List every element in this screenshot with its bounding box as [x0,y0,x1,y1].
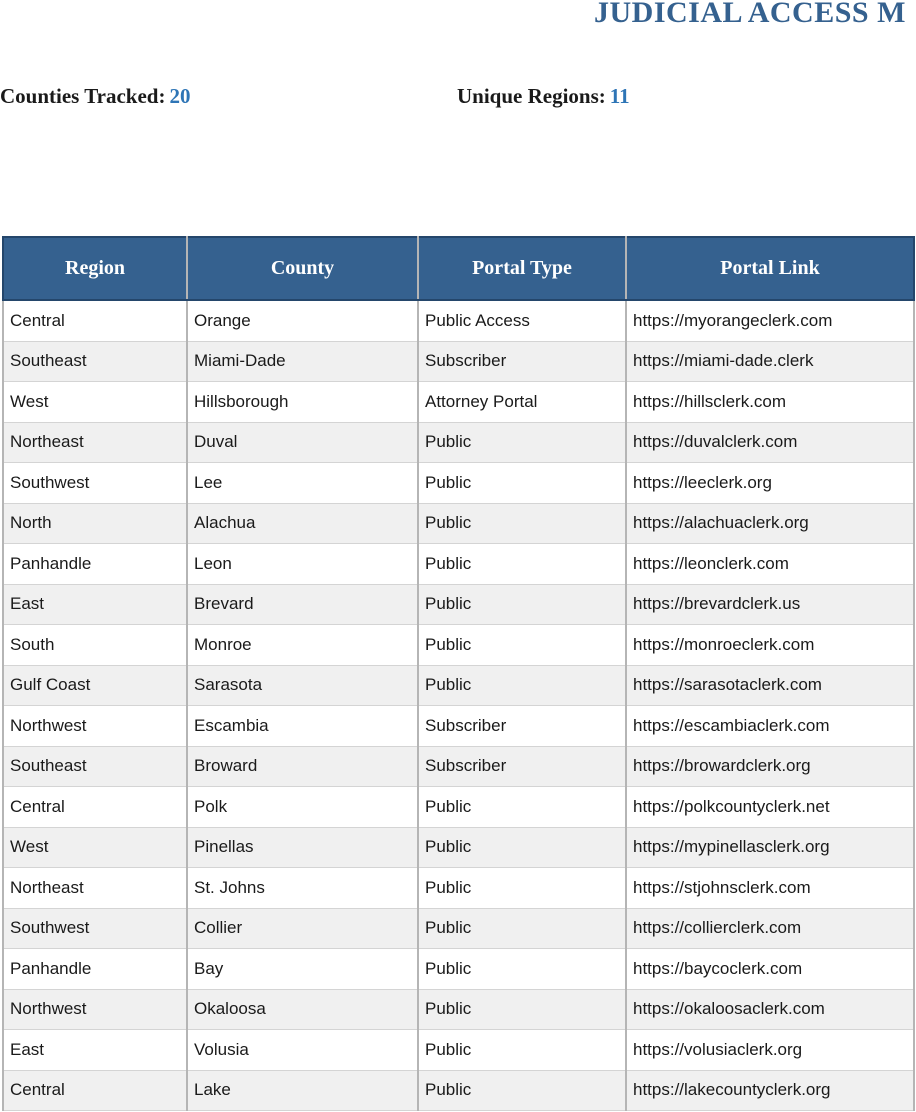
cell-portal-link: https://sarasotaclerk.com [626,665,914,706]
cell-region: Gulf Coast [3,665,187,706]
cell-region: Northwest [3,706,187,747]
cell-portal-type: Public [418,665,626,706]
table-row [3,787,914,828]
cell-portal-link: https://brevardclerk.us [626,584,914,625]
cell-region: Southwest [3,463,187,504]
table-row [3,463,914,504]
table-row [3,746,914,787]
column-header-region: Region [3,237,187,300]
cell-portal-type: Public [418,827,626,868]
cell-portal-link: https://volusiaclerk.org [626,1030,914,1071]
cell-region: West [3,827,187,868]
cell-portal-type: Public [418,422,626,463]
cell-portal-link: https://collierclerk.com [626,908,914,949]
cell-county: Sarasota [187,665,418,706]
stat-unique-regions [457,84,630,109]
table-row [3,341,914,382]
cell-portal-link: https://lakecountyclerk.org [626,1070,914,1111]
cell-portal-type: Public [418,544,626,585]
table-row [3,1030,914,1071]
cell-portal-type: Public [418,463,626,504]
cell-portal-type: Attorney Portal [418,382,626,423]
cell-portal-link: https://leeclerk.org [626,463,914,504]
cell-county: Alachua [187,503,418,544]
cell-region: Southwest [3,908,187,949]
cell-region: East [3,1030,187,1071]
stat-counties-value: 20 [169,84,191,108]
cell-county: Polk [187,787,418,828]
cell-portal-link: https://duvalclerk.com [626,422,914,463]
cell-portal-type: Public [418,868,626,909]
cell-portal-type: Public [418,1070,626,1111]
cell-county: Bay [187,949,418,990]
cell-portal-link: https://alachuaclerk.org [626,503,914,544]
cell-region: Northeast [3,868,187,909]
cell-county: Broward [187,746,418,787]
table-row [3,706,914,747]
table-header-row [3,237,914,300]
table-row [3,827,914,868]
cell-portal-link: https://polkcountyclerk.net [626,787,914,828]
cell-county: Duval [187,422,418,463]
table-row [3,584,914,625]
cell-county: St. Johns [187,868,418,909]
cell-county: Brevard [187,584,418,625]
cell-region: Panhandle [3,544,187,585]
cell-portal-type: Public [418,625,626,666]
cell-county: Monroe [187,625,418,666]
table-row [3,949,914,990]
cell-portal-type: Public Access [418,300,626,341]
cell-portal-link: https://myorangeclerk.com [626,300,914,341]
cell-county: Pinellas [187,827,418,868]
cell-county: Escambia [187,706,418,747]
cell-region: Central [3,787,187,828]
cell-county: Leon [187,544,418,585]
cell-portal-type: Public [418,949,626,990]
cell-region: North [3,503,187,544]
cell-county: Lake [187,1070,418,1111]
cell-portal-link: https://okaloosaclerk.com [626,989,914,1030]
stats-bar [0,84,916,112]
cell-portal-link: https://stjohnsclerk.com [626,868,914,909]
table-row [3,422,914,463]
table-row [3,300,914,341]
cell-portal-link: https://baycoclerk.com [626,949,914,990]
cell-region: Northwest [3,989,187,1030]
cell-region: West [3,382,187,423]
cell-region: Panhandle [3,949,187,990]
cell-region: Northeast [3,422,187,463]
cell-portal-link: https://leonclerk.com [626,544,914,585]
cell-region: South [3,625,187,666]
cell-county: Collier [187,908,418,949]
cell-portal-link: https://miami-dade.clerk [626,341,914,382]
cell-portal-link: https://escambiaclerk.com [626,706,914,747]
cell-county: Hillsborough [187,382,418,423]
table-row [3,1070,914,1111]
portal-table [2,236,915,1111]
table-row [3,382,914,423]
table-row [3,625,914,666]
cell-portal-type: Public [418,908,626,949]
cell-portal-link: https://hillsclerk.com [626,382,914,423]
table-row [3,989,914,1030]
stat-counties-label: Counties Tracked: [0,84,166,108]
cell-region: Central [3,300,187,341]
cell-county: Miami-Dade [187,341,418,382]
stat-regions-value: 11 [609,84,630,108]
column-header-portal-type: Portal Type [418,237,626,300]
cell-portal-type: Subscriber [418,706,626,747]
cell-portal-link: https://monroeclerk.com [626,625,914,666]
stat-regions-label: Unique Regions: [457,84,606,108]
column-header-county: County [187,237,418,300]
cell-county: Orange [187,300,418,341]
table-row [3,544,914,585]
table-header [3,237,914,300]
cell-portal-type: Public [418,989,626,1030]
cell-portal-link: https://mypinellasclerk.org [626,827,914,868]
column-header-portal-link: Portal Link [626,237,914,300]
table-row [3,868,914,909]
page-title: JUDICIAL ACCESS M [594,0,906,29]
cell-region: East [3,584,187,625]
cell-portal-type: Public [418,1030,626,1071]
cell-county: Lee [187,463,418,504]
cell-region: Southeast [3,341,187,382]
cell-portal-link: https://browardclerk.org [626,746,914,787]
cell-region: Central [3,1070,187,1111]
cell-region: Southeast [3,746,187,787]
table-row [3,665,914,706]
stat-counties-tracked [0,84,190,109]
table-body [3,300,914,1111]
cell-county: Volusia [187,1030,418,1071]
table-row [3,503,914,544]
cell-portal-type: Subscriber [418,746,626,787]
cell-portal-type: Public [418,503,626,544]
cell-county: Okaloosa [187,989,418,1030]
cell-portal-type: Public [418,584,626,625]
table-row [3,908,914,949]
cell-portal-type: Subscriber [418,341,626,382]
cell-portal-type: Public [418,787,626,828]
